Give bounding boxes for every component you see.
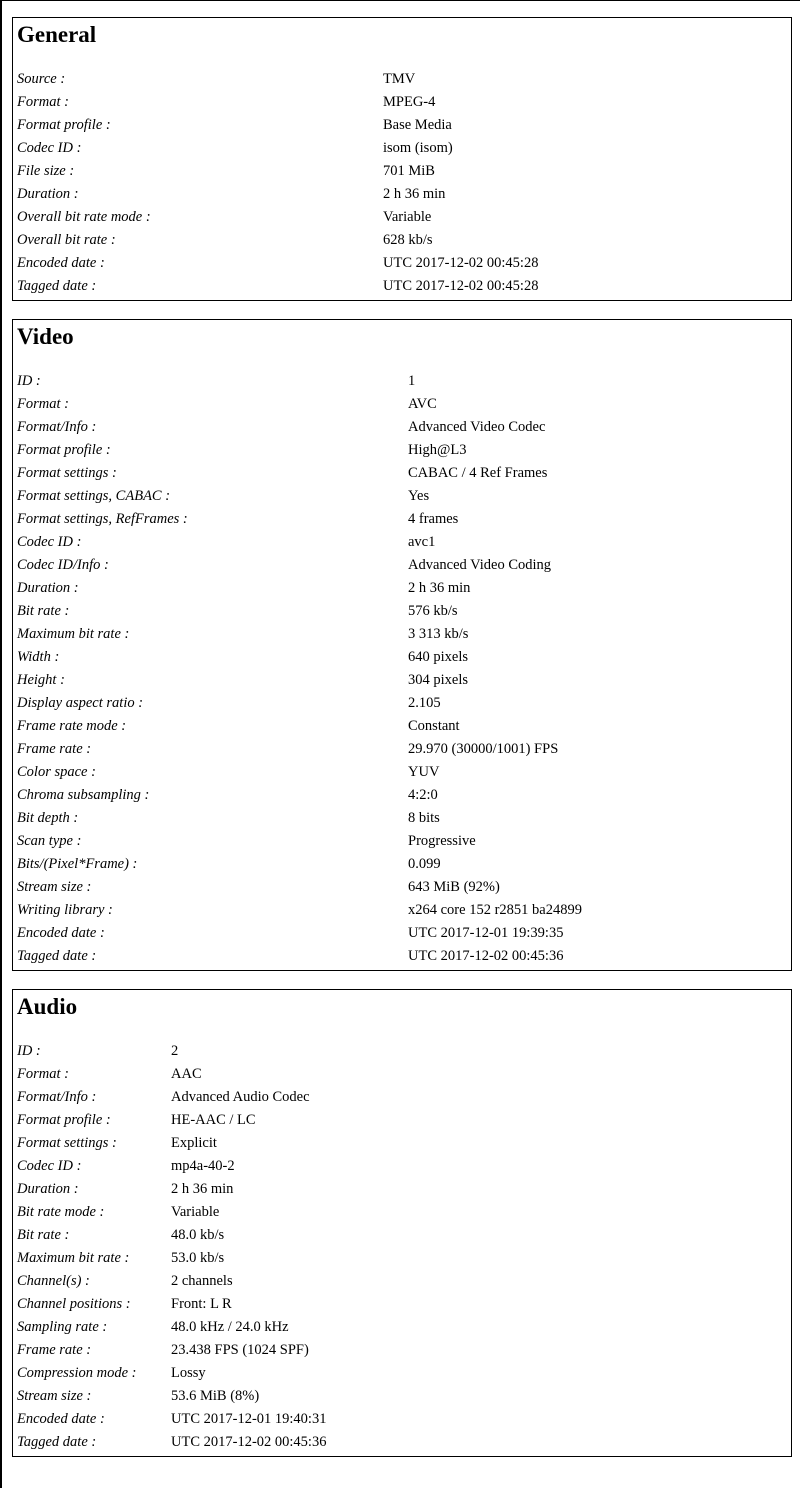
field-value: 2 h 36 min [171,1181,234,1197]
table-row [17,807,582,830]
field-label: Format profile : [17,442,111,458]
table-row [17,738,582,761]
field-label: Tagged date : [17,278,97,294]
field-value: x264 core 152 r2851 ba24899 [408,902,582,918]
field-label: Format settings, CABAC : [17,488,171,504]
field-value: 48.0 kb/s [171,1227,225,1243]
table-row [17,922,582,945]
table-row [17,370,582,393]
field-value: 23.438 FPS (1024 SPF) [171,1342,309,1358]
field-label: ID : [17,1043,41,1059]
field-value: Variable [383,209,432,225]
field-value: YUV [408,764,440,780]
field-label: Sampling rate : [17,1319,108,1335]
table-row [17,1408,326,1431]
table-row [17,485,582,508]
field-label: Width : [17,649,60,665]
field-value: CABAC / 4 Ref Frames [408,465,548,481]
field-label: Duration : [17,186,79,202]
field-value: AVC [408,396,437,412]
field-label: Frame rate : [17,741,92,757]
table-row [17,1316,326,1339]
section-title: Audio [17,994,78,1019]
field-label: Format profile : [17,1112,111,1128]
field-label: Format : [17,94,69,110]
field-label: Bit rate : [17,1227,70,1243]
table-row [17,945,582,968]
field-value: HE-AAC / LC [171,1112,256,1128]
field-label: Stream size : [17,879,92,895]
field-label: File size : [17,163,75,179]
field-label: Format settings, RefFrames : [17,511,188,527]
field-label: ID : [17,373,41,389]
field-value: 2 h 36 min [383,186,446,202]
table-row [17,899,582,922]
field-value: isom (isom) [383,140,453,156]
field-label: Bit rate : [17,603,70,619]
field-value: 701 MiB [383,163,435,179]
field-label: Scan type : [17,833,82,849]
table-row [17,1224,326,1247]
table-row [17,1109,326,1132]
field-label: Frame rate : [17,1342,92,1358]
table-row [17,416,582,439]
field-label: Maximum bit rate : [17,626,130,642]
table-row [17,623,582,646]
field-value: 4:2:0 [408,787,438,803]
field-label: Source : [17,71,66,87]
field-label: Display aspect ratio : [17,695,144,711]
field-label: Bit rate mode : [17,1204,105,1220]
table-row [17,68,538,91]
table-row [17,1178,326,1201]
field-value: UTC 2017-12-01 19:39:35 [408,925,564,941]
table-row [17,1155,326,1178]
field-value: UTC 2017-12-02 00:45:36 [408,948,564,964]
field-label: Codec ID/Info : [17,557,109,573]
field-value: UTC 2017-12-02 00:45:28 [383,255,539,271]
table-row [17,531,582,554]
field-value: High@L3 [408,442,467,458]
field-label: Overall bit rate mode : [17,209,151,225]
table-row [17,114,538,137]
field-value: UTC 2017-12-02 00:45:28 [383,278,539,294]
field-label: Format settings : [17,1135,117,1151]
field-value: 2 [171,1043,179,1059]
field-label: Height : [17,672,65,688]
table-row [17,761,582,784]
field-value: Yes [408,488,430,504]
table-row [17,1362,326,1385]
field-label: Format : [17,1066,69,1082]
field-label: Tagged date : [17,948,97,964]
table-row [17,876,582,899]
field-value: TMV [383,71,416,87]
table-row [17,1247,326,1270]
info-table [17,68,538,298]
field-value: 2 h 36 min [408,580,471,596]
table-row [17,646,582,669]
field-value: mp4a-40-2 [171,1158,235,1174]
section-title: General [17,22,97,47]
video-section [12,319,792,971]
field-value: UTC 2017-12-01 19:40:31 [171,1411,327,1427]
field-value: 53.0 kb/s [171,1250,225,1266]
info-table [17,370,582,968]
field-label: Format : [17,396,69,412]
field-value: 2.105 [408,695,441,711]
field-value: 640 pixels [408,649,469,665]
table-row [17,1385,326,1408]
field-value: MPEG-4 [383,94,436,110]
field-label: Duration : [17,1181,79,1197]
field-label: Writing library : [17,902,113,918]
table-row [17,462,582,485]
field-value: Lossy [171,1365,206,1381]
field-label: Duration : [17,580,79,596]
table-row [17,252,538,275]
table-row [17,692,582,715]
table-row [17,1270,326,1293]
table-row [17,508,582,531]
field-value: UTC 2017-12-02 00:45:36 [171,1434,327,1450]
field-value: Constant [408,718,460,734]
audio-section [12,989,792,1457]
field-value: Explicit [171,1135,217,1151]
table-row [17,275,538,298]
field-value: 643 MiB (92%) [408,879,500,895]
section-title: Video [17,324,74,349]
field-value: 576 kb/s [408,603,458,619]
field-label: Channel(s) : [17,1273,90,1289]
field-label: Tagged date : [17,1434,97,1450]
table-row [17,1201,326,1224]
field-label: Color space : [17,764,96,780]
field-value: 29.970 (30000/1001) FPS [408,741,559,757]
field-label: Codec ID : [17,140,82,156]
table-row [17,830,582,853]
table-row [17,600,582,623]
table-row [17,1132,326,1155]
field-value: Advanced Video Coding [408,557,552,573]
field-value: 4 frames [408,511,459,527]
field-label: Compression mode : [17,1365,137,1381]
field-value: 0.099 [408,856,441,872]
table-row [17,91,538,114]
field-value: 53.6 MiB (8%) [171,1388,260,1404]
field-value: 8 bits [408,810,440,826]
field-label: Codec ID : [17,534,82,550]
field-label: Stream size : [17,1388,92,1404]
table-row [17,1063,326,1086]
field-value: 1 [408,373,416,389]
field-value: avc1 [408,534,436,550]
table-row [17,439,582,462]
table-row [17,715,582,738]
field-label: Format settings : [17,465,117,481]
table-row [17,206,538,229]
table-row [17,853,582,876]
table-row [17,1293,326,1316]
table-row [17,1040,326,1063]
field-value: Base Media [383,117,452,133]
table-row [17,183,538,206]
field-label: Frame rate mode : [17,718,127,734]
table-row [17,393,582,416]
field-label: Bit depth : [17,810,79,826]
field-label: Maximum bit rate : [17,1250,130,1266]
table-row [17,160,538,183]
field-value: Progressive [408,833,476,849]
table-row [17,1339,326,1362]
field-value: Advanced Video Codec [408,419,546,435]
field-value: Advanced Audio Codec [171,1089,310,1105]
table-row [17,1086,326,1109]
field-value: Front: L R [171,1296,232,1312]
table-row [17,577,582,600]
field-label: Encoded date : [17,255,105,271]
field-value: 628 kb/s [383,232,433,248]
field-label: Overall bit rate : [17,232,116,248]
table-row [17,229,538,252]
field-label: Bits/(Pixel*Frame) : [17,856,138,872]
field-label: Channel positions : [17,1296,131,1312]
field-label: Encoded date : [17,925,105,941]
field-value: AAC [171,1066,202,1082]
table-row [17,554,582,577]
table-row [17,137,538,160]
table-row [17,784,582,807]
general-section [12,17,792,301]
field-label: Encoded date : [17,1411,105,1427]
field-label: Chroma subsampling : [17,787,150,803]
field-value: 304 pixels [408,672,469,688]
info-table [17,1040,326,1454]
field-value: 48.0 kHz / 24.0 kHz [171,1319,289,1335]
table-row [17,1431,326,1454]
field-value: Variable [171,1204,220,1220]
field-value: 3 313 kb/s [408,626,469,642]
table-row [17,669,582,692]
field-value: 2 channels [171,1273,233,1289]
field-label: Format/Info : [17,1089,97,1105]
field-label: Format/Info : [17,419,97,435]
field-label: Format profile : [17,117,111,133]
field-label: Codec ID : [17,1158,82,1174]
